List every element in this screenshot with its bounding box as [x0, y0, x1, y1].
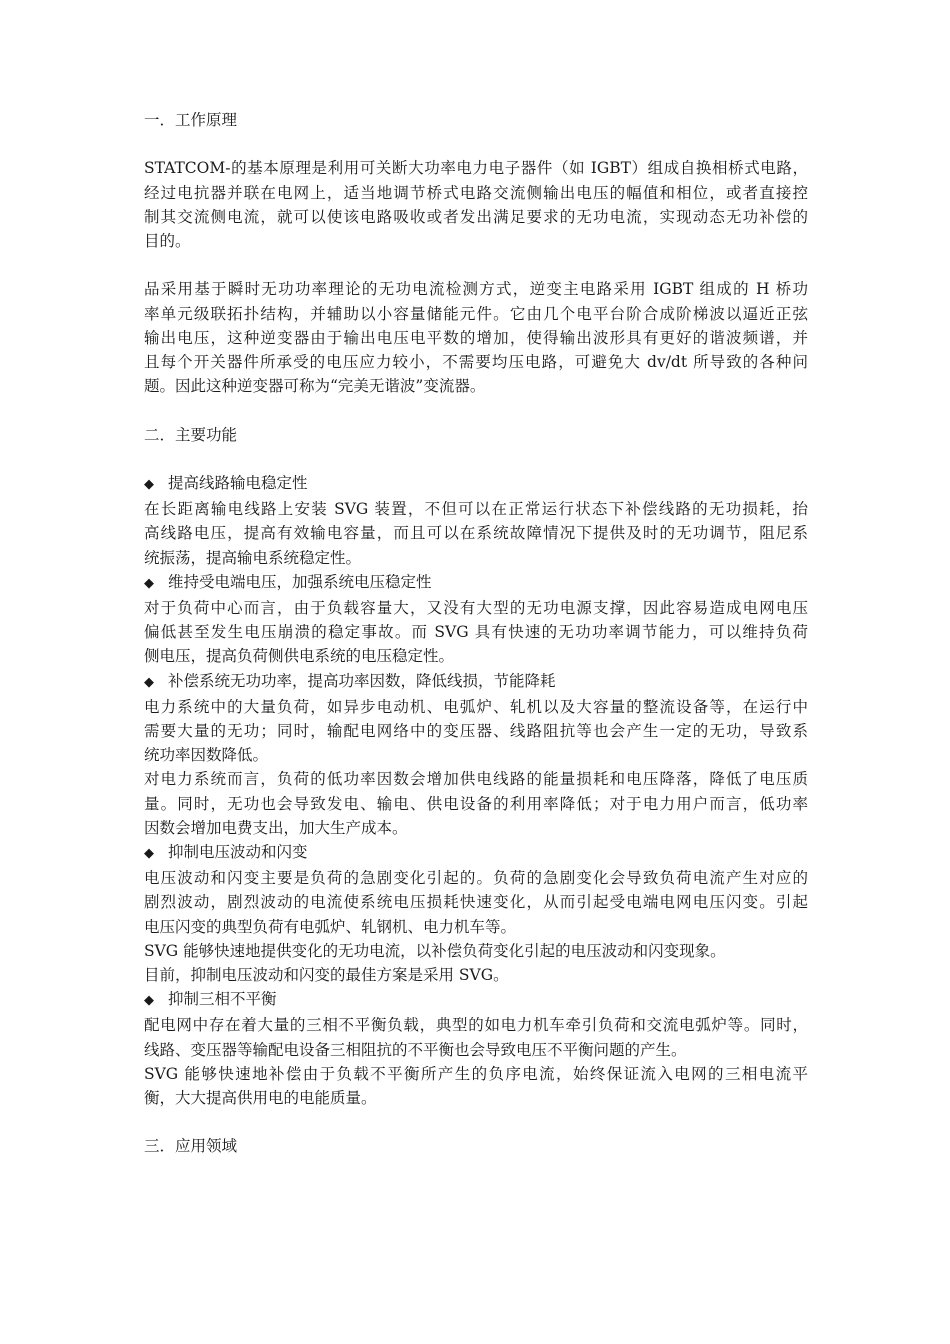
function-title-text: 抑制电压波动和闪变	[168, 843, 308, 862]
text-line: STATCOM-的基本原理是利用可关断大功率电力电子器件（如 IGBT）组成自换相桥式电路，	[144, 159, 808, 178]
paragraph-statcom-principle	[144, 156, 808, 253]
text-line: 且每个开关器件所承受的电压应力较小，不需要均压电路，可避免大 dv/dt 所导致的各种问	[144, 353, 808, 371]
function-title-text: 补偿系统无功功率，提高功率因数，降低线损，节能降耗	[168, 671, 556, 690]
text-line: 电压闪变的典型负荷有电弧炉、轧钢机、电力机车等。	[144, 917, 517, 936]
text-line: 经过电抗器并联在电网上，适当地调节桥式电路交流侧输出电压的幅值和相位，或者直接控	[144, 183, 808, 202]
section-heading-main-functions: 二．主要功能	[144, 425, 238, 444]
section-heading-working-principle: 一．工作原理	[144, 111, 238, 129]
text-line: 输出电压，这种逆变器由于输出电压电平数的增加，使得输出波形具有更好的谐波频谱，并	[144, 328, 808, 347]
function-item-title	[144, 987, 808, 1013]
function-item-title	[144, 570, 808, 596]
text-line: 品采用基于瞬时无功功率理论的无功电流检测方式，逆变主电路采用 IGBT 组成的 H 桥功	[144, 280, 808, 299]
diamond-bullet-icon: ◆	[144, 476, 154, 492]
text-line: 目前，抑制电压波动和闪变的最佳方案是采用 SVG。	[144, 966, 509, 985]
text-line: 线路、变压器等输配电设备三相阻抗的不平衡也会导致电压不平衡问题的产生。	[144, 1040, 687, 1059]
text-line: 配电网中存在着大量的三相不平衡负载，典型的如电力机车牵引负荷和交流电弧炉等。同时，	[144, 1016, 808, 1035]
paragraph-product-description	[144, 277, 808, 398]
text-line: SVG 能够快速地提供变化的无功电流，以补偿负荷变化引起的电压波动和闪变现象。	[144, 941, 726, 960]
text-line: 电压波动和闪变主要是负荷的急剧变化引起的。负荷的急剧变化会导致负荷电流产生对应的	[144, 869, 808, 888]
diamond-bullet-icon: ◆	[144, 993, 154, 1009]
function-title-text: 抑制三相不平衡	[168, 990, 277, 1009]
spacer	[144, 253, 808, 277]
text-line: 统功率因数降低。	[144, 746, 269, 765]
diamond-bullet-icon: ◆	[144, 674, 154, 690]
spacer	[144, 132, 808, 156]
function-item-title	[144, 840, 808, 866]
text-line: 目的。	[144, 232, 191, 250]
document-page	[144, 108, 808, 1159]
text-line: 需要大量的无功；同时，输配电网络中的变压器、线路阻抗等也会产生一定的无功，导致系	[144, 722, 808, 741]
function-title-text: 维持受电端电压，加强系统电压稳定性	[168, 572, 432, 591]
text-line: 在长距离输电线路上安装 SVG 装置，不但可以在正常运行状态下补偿线路的无功损耗，抬	[144, 500, 808, 519]
text-line: 统振荡，提高输电系统稳定性。	[144, 548, 362, 567]
section-heading-application-areas: 三．应用领域	[144, 1137, 238, 1156]
text-line: 电力系统中的大量负荷，如异步电动机、电弧炉、轧机以及大容量的整流设备等，在运行中	[144, 697, 808, 716]
text-line: 对于负荷中心而言，由于负载容量大，又没有大型的无功电源支撑，因此容易造成电网电压	[144, 599, 808, 617]
text-line: 高线路电压，提高有效输电容量，而且可以在系统故障情况下提供及时的无功调节，阻尼系	[144, 524, 808, 543]
diamond-bullet-icon: ◆	[144, 846, 154, 862]
function-item-title	[144, 471, 808, 497]
text-line: 剧烈波动，剧烈波动的电流使系统电压损耗快速变化，从而引起受电端电网电压闪变。引起	[144, 893, 808, 912]
function-title-text: 提高线路输电稳定性	[168, 473, 308, 492]
text-line: 题。因此这种逆变器可称为“完美无谐波”变流器。	[144, 377, 486, 396]
text-line: 因数会增加电费支出，加大生产成本。	[144, 818, 408, 837]
text-line: 率单元级联拓扑结构，并辅助以小容量储能元件。它由几个电平台阶合成阶梯波以逼近正弦	[144, 304, 808, 323]
text-line: SVG 能够快速地补偿由于负载不平衡所产生的负序电流，始终保证流入电网的三相电流平	[144, 1064, 808, 1083]
function-item-title	[144, 669, 808, 695]
text-line: 对电力系统而言，负荷的低功率因数会增加供电线路的能量损耗和电压降落，降低了电压质	[144, 770, 808, 789]
text-line: 制其交流侧电流，就可以使该电路吸收或者发出满足要求的无功电流，实现动态无功补偿的	[144, 207, 808, 226]
spacer	[144, 398, 808, 422]
spacer	[144, 1110, 808, 1134]
text-line: 侧电压，提高负荷侧供电系统的电压稳定性。	[144, 647, 455, 666]
text-line: 衡，大大提高供用电的电能质量。	[144, 1089, 377, 1108]
text-line: 偏低甚至发生电压崩溃的稳定事故。而 SVG 具有快速的无功功率调节能力，可以维持负荷	[144, 623, 808, 642]
diamond-bullet-icon: ◆	[144, 575, 154, 591]
text-line: 量。同时，无功也会导致发电、输电、供电设备的利用率降低；对于电力用户而言，低功率	[144, 794, 808, 813]
spacer	[144, 447, 808, 471]
